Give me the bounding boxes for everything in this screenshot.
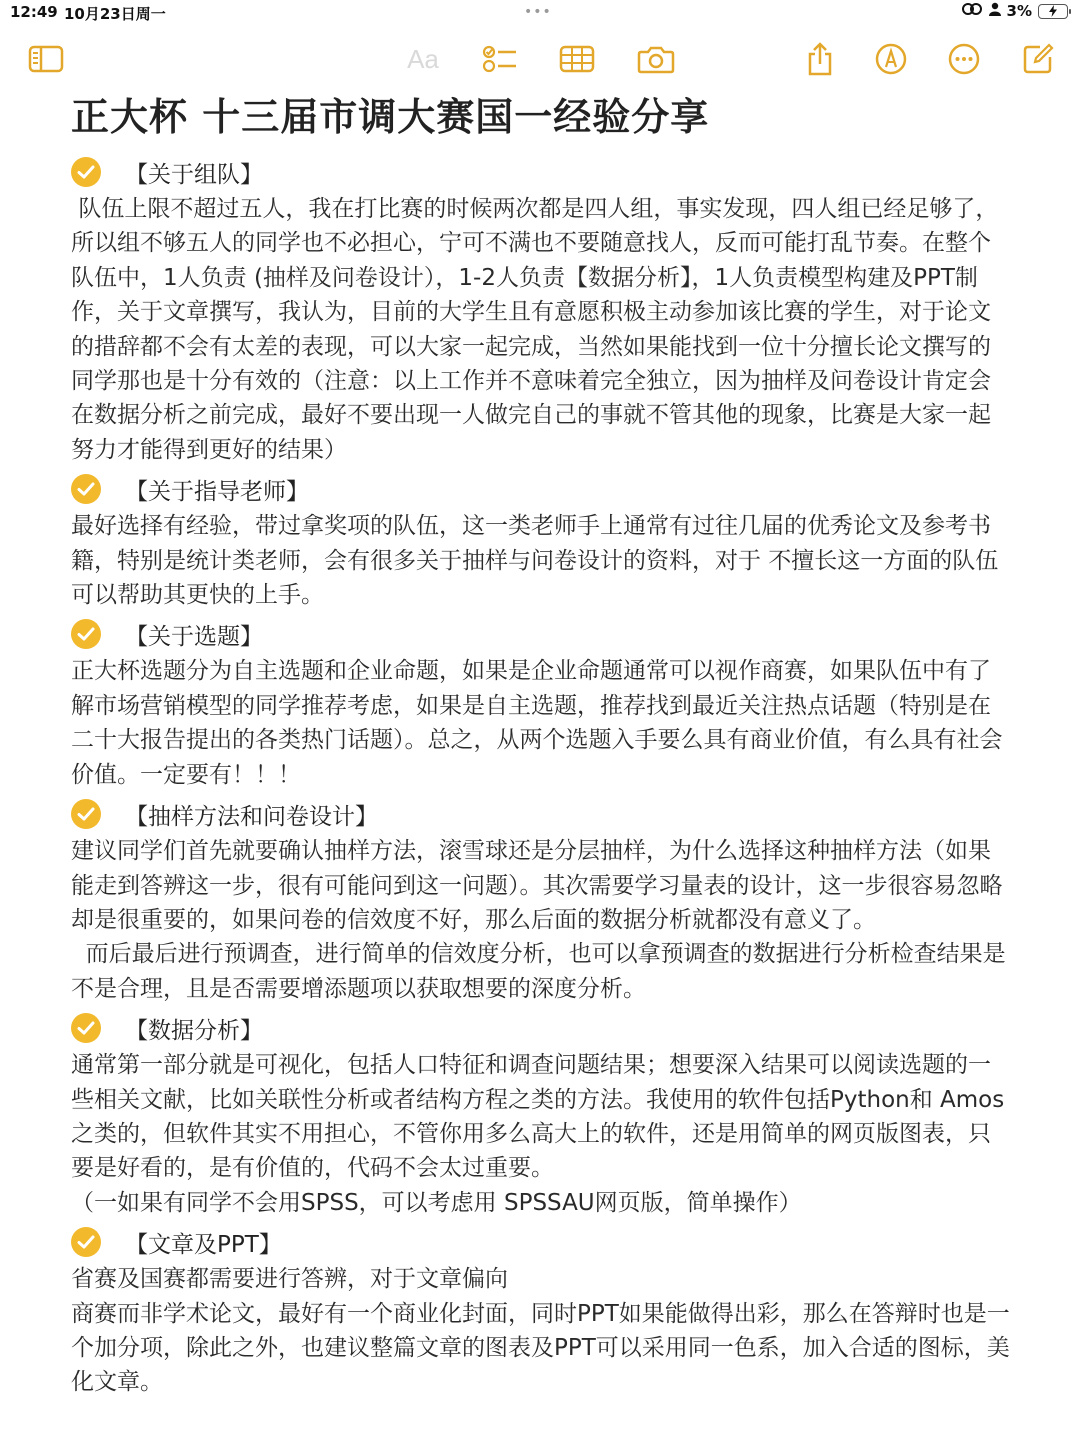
battery-percent: 3% <box>1006 2 1032 20</box>
section-heading <box>71 469 1011 509</box>
format-button[interactable] <box>400 36 446 82</box>
checklist-button[interactable] <box>480 36 520 82</box>
section-heading <box>71 1008 1011 1048</box>
markup-button[interactable] <box>871 36 911 82</box>
paragraph: 正大杯选题分为自主选题和企业命题，如果是企业命题通常可以视作商赛，如果队伍中有了解市场营销模型的同学推荐考虑，如果是自主选题，推荐找到最近关注热点话题（特别是在二十大报告提出的各类热门话题）。总之，从两个选题入手要么具有商业价值，有么具有社会价值。一定要有！！！ <box>71 658 1003 788</box>
more-button[interactable] <box>944 36 984 82</box>
checkmark-icon[interactable] <box>71 619 101 649</box>
checkmark-icon[interactable] <box>71 799 101 829</box>
section-heading <box>71 794 1011 834</box>
section-label: 【关于组队】 <box>125 161 263 188</box>
section-label: 【关于选题】 <box>125 623 263 650</box>
status-bar <box>0 0 1080 28</box>
paragraph: （一如果有同学不会用SPSS，可以考虑用 SPSSAU网页版，简单操作） <box>71 1189 802 1216</box>
more-icon <box>948 43 980 75</box>
section-heading <box>71 614 1011 654</box>
checkmark-icon[interactable] <box>71 474 101 504</box>
paragraph: 队伍上限不超过五人，我在打比赛的时候两次都是四人组，事实发现，四人组已经足够了，所以组不够五人的同学也不必担心，宁可不满也不要随意找人，反而可能打乱节奏。在整个队伍中，1人负责 (抽样及问卷设计），1-2人负责【数据分析】，1人负责模型构建及PPT制作，关于文章撰写，我认为，目前的大学生且有意愿积极主动参加该比赛的学生，对于论文的措辞都不会有太差的表现，可以大家一起完成，当然如果能找到一位十分擅长论文撰写的同学那也是十分有效的（注意：以上工作并不意味着完全独立，因为抽样及问卷设计肯定会在数据分析之前完成，最好不要出现一人做完自己的事就不管其他的现象，比赛是大家一起努力才能得到更好的结果） <box>71 196 999 463</box>
checkmark-icon[interactable] <box>71 1013 101 1043</box>
paragraph: 省赛及国赛都需要进行答辨，对于文章偏向 <box>71 1266 508 1293</box>
section-label: 【关于指导老师】 <box>125 478 309 505</box>
section-label: 【抽样方法和问卷设计】 <box>125 803 378 830</box>
link-icon <box>961 2 983 20</box>
share-icon <box>805 42 835 76</box>
section-heading <box>71 1222 1011 1262</box>
markup-icon <box>875 43 907 75</box>
paragraph: 建议同学们首先就要确认抽样方法，滚雪球还是分层抽样，为什么选择这种抽样方法（如果能走到答辨这一步，很有可能问到这一问题）。其次需要学习量表的设计，这一步很容易忽略却是很重要的，如果问卷的信效度不好，那么后面的数据分析就都没有意义了。 <box>71 838 1003 933</box>
status-time: 12:49 <box>10 3 58 21</box>
status-indicators <box>961 2 1068 20</box>
checkmark-icon[interactable] <box>71 1227 101 1257</box>
section-label: 【文章及PPT】 <box>125 1231 282 1258</box>
camera-button[interactable] <box>636 36 676 82</box>
note-title: 正大杯 十三届市调大赛国一经验分享 <box>71 95 710 139</box>
section-heading <box>71 152 1011 192</box>
share-button[interactable] <box>800 36 840 82</box>
battery-charging-icon <box>1038 4 1068 19</box>
paragraph: 商赛而非学术论文，最好有一个商业化封面，同时PPT如果能做得出彩，那么在答辩时也是一个加分项，除此之外，也建议整篇文章的图表及PPT可以采用同一色系，加入合适的图标，美化文章。 <box>71 1300 1010 1396</box>
compose-button[interactable] <box>1018 36 1058 82</box>
sidebar-icon <box>28 44 64 74</box>
table-button[interactable] <box>557 36 597 82</box>
sidebar-toggle-button[interactable] <box>26 36 66 82</box>
paragraph: 而后最后进行预调查，进行简单的信效度分析，也可以拿预调查的数据进行分析检查结果是不是合理，且是否需要增添题项以获取想要的深度分析。 <box>71 941 1006 1002</box>
checkmark-icon[interactable] <box>71 157 101 187</box>
multitask-dots[interactable]: ••• <box>524 4 552 20</box>
format-label: Aa <box>407 43 439 74</box>
checklist-icon <box>482 44 518 74</box>
paragraph: 通常第一部分就是可视化，包括人口特征和调查问题结果；想要深入结果可以阅读选题的一些相关文献，比如关联性分析或者结构方程之类的方法。我使用的软件包括Python和 Amos 之类的，但软件其实不用担心，不管你用多么高大上的软件，还是用简单的网页版图表，只要是好看的，是有价值的，代码不会太过重要。 <box>71 1052 1012 1182</box>
table-icon <box>559 44 595 74</box>
section-label: 【数据分析】 <box>125 1017 263 1044</box>
compose-icon <box>1022 43 1054 75</box>
notes-toolbar <box>0 36 1080 82</box>
person-icon <box>989 2 1001 20</box>
camera-icon <box>637 44 675 74</box>
note-body[interactable] <box>71 92 1011 1400</box>
status-date: 10月23日周一 <box>64 5 166 23</box>
paragraph: 最好选择有经验，带过拿奖项的队伍，这一类老师手上通常有过往几届的优秀论文及参考书籍，特别是统计类老师，会有很多关于抽样与问卷设计的资料，对于 不擅长这一方面的队伍可以帮助其更快的上手。 <box>71 513 999 609</box>
